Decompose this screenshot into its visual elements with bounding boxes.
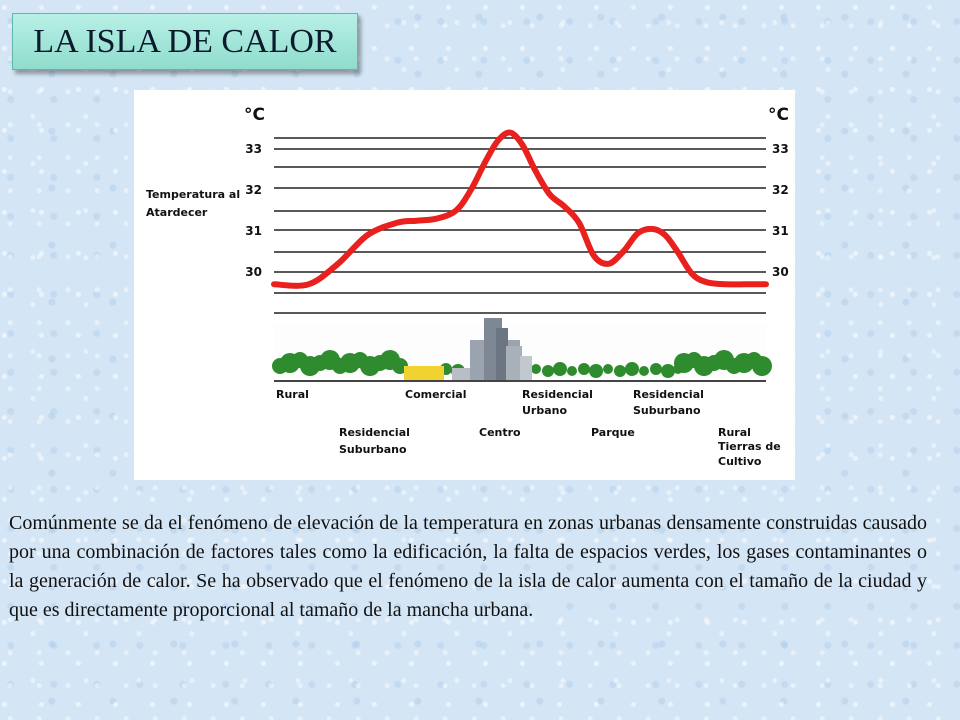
tree — [542, 365, 554, 377]
heat-island-chart — [134, 90, 795, 480]
unit-label-right: °C — [768, 105, 789, 125]
tree — [752, 356, 772, 376]
tree — [589, 364, 603, 378]
y-axis-label-line2: Atardecer — [146, 206, 208, 219]
y-tick-right: 31 — [772, 224, 789, 238]
body-paragraph: Comúnmente se da el fenómeno de elevación de la temperatura en zonas urbanas densamente construidas causado por una combinación de factores tales como la edificación, la falta de espacios verdes, los gases contaminantes o la generación de calor. Se ha observado que el fenómeno de la isla de calor aumenta con el tamaño de la ciudad y que es directamente proporcional al tamaño de la mancha urbana. — [9, 512, 927, 621]
y-tick-left: 33 — [245, 142, 262, 156]
tree — [578, 363, 590, 375]
tree — [625, 362, 639, 376]
y-tick-right: 32 — [772, 183, 789, 197]
zone-label-top-line2: Suburbano — [633, 404, 701, 417]
tree — [603, 364, 613, 374]
zone-label-top: Comercial — [405, 388, 467, 401]
slide-title: LA ISLA DE CALOR — [33, 22, 337, 60]
tree — [531, 364, 541, 374]
house — [404, 366, 444, 380]
y-tick-left: 30 — [245, 265, 262, 279]
y-tick-right: 33 — [772, 142, 789, 156]
tree — [553, 362, 567, 376]
zone-label-top-line2: Urbano — [522, 404, 568, 417]
tree — [567, 366, 577, 376]
zone-label-top: Residencial — [633, 388, 704, 401]
tree — [639, 366, 649, 376]
temperature-curve — [274, 133, 766, 286]
tree — [650, 363, 662, 375]
zone-label-top: Rural — [276, 388, 309, 401]
tree — [673, 364, 683, 374]
y-tick-left: 32 — [245, 183, 262, 197]
zone-label-bottom-line3: Cultivo — [718, 455, 762, 468]
city-skyline-illustration — [272, 318, 772, 383]
building — [506, 346, 522, 380]
chart-svg — [134, 90, 795, 480]
zone-label-bottom: Residencial — [339, 426, 410, 439]
zone-label-top: Residencial — [522, 388, 593, 401]
y-tick-right: 30 — [772, 265, 789, 279]
y-tick-left: 31 — [245, 224, 262, 238]
slide-title-box — [12, 13, 358, 70]
tree — [661, 364, 675, 378]
zone-label-bottom: Parque — [591, 426, 635, 439]
building — [520, 356, 532, 380]
zone-label-bottom-line2: Suburbano — [339, 443, 407, 456]
tree — [614, 365, 626, 377]
zone-label-bottom-line2: Tierras de — [718, 440, 781, 453]
zone-label-bottom: Centro — [479, 426, 521, 439]
zone-label-bottom: Rural — [718, 426, 751, 439]
ground-line — [274, 380, 766, 382]
y-axis-label-line1: Temperatura al — [146, 188, 241, 201]
unit-label-left: °C — [244, 105, 265, 125]
